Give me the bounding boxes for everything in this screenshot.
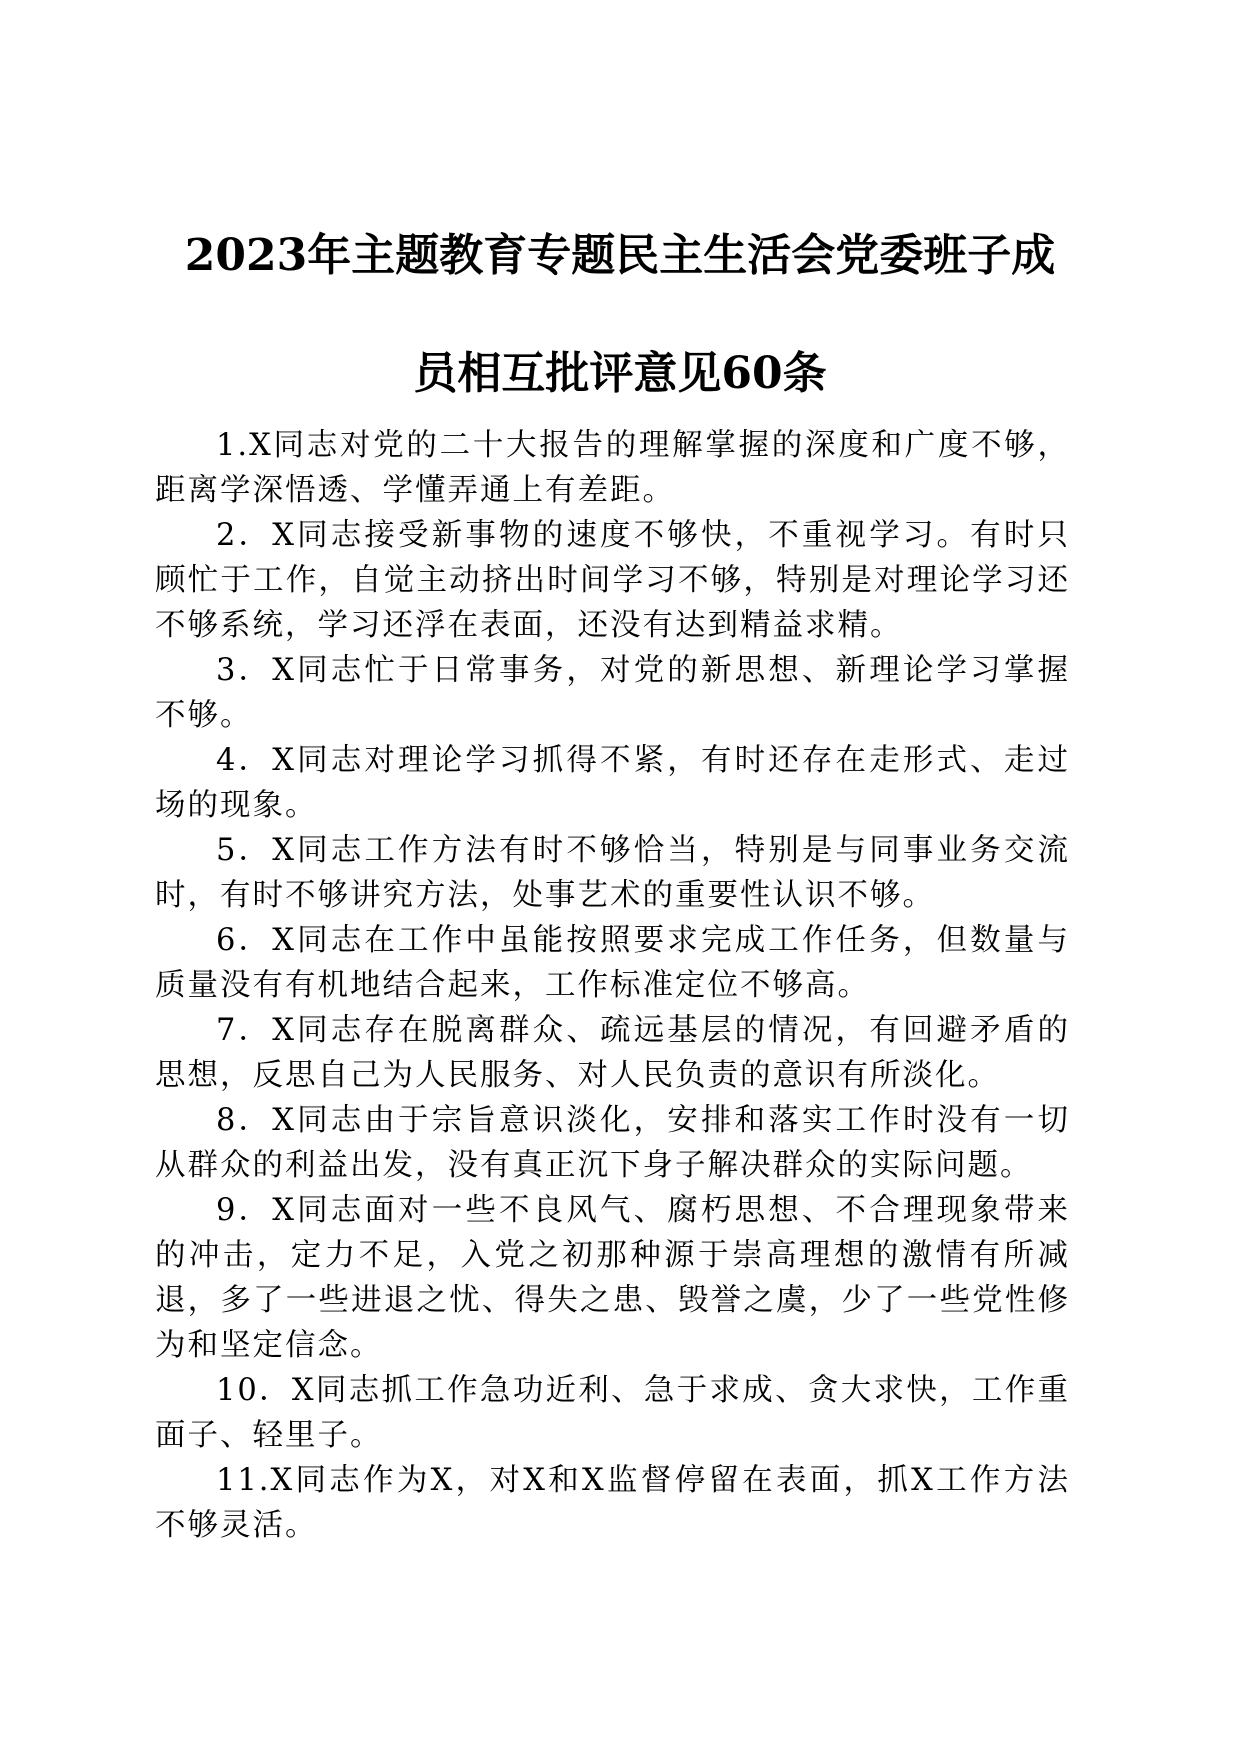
list-item: 11.X同志作为X，对X和X监督停留在表面，抓X工作方法不够灵活。: [155, 1463, 1070, 1543]
document-title-line-2: 员相互批评意见60条: [413, 348, 827, 399]
list-item: 4．X同志对理论学习抓得不紧，有时还存在走形式、走过场的现象。: [155, 743, 1070, 823]
list-item: 10．X同志抓工作急功近利、急于求成、贪大求快，工作重面子、轻里子。: [155, 1373, 1070, 1453]
document-title-line-1: 2023年主题教育专题民主生活会党委班子成: [184, 230, 1056, 281]
list-item: 2．X同志接受新事物的速度不够快，不重视学习。有时只顾忙于工作，自觉主动挤出时间学习不够，特别是对理论学习还不够系统，学习还浮在表面，还没有达到精益求精。: [155, 518, 1070, 643]
list-item: 5．X同志工作方法有时不够恰当，特别是与同事业务交流时，有时不够讲究方法，处事艺术的重要性认识不够。: [155, 833, 1070, 913]
list-item: 7．X同志存在脱离群众、疏远基层的情况，有回避矛盾的思想，反思自己为人民服务、对人民负责的意识有所淡化。: [155, 1013, 1070, 1093]
list-item: 8．X同志由于宗旨意识淡化，安排和落实工作时没有一切从群众的利益出发，没有真正沉下身子解决群众的实际问题。: [155, 1103, 1070, 1183]
list-item: 6．X同志在工作中虽能按照要求完成工作任务，但数量与质量没有有机地结合起来，工作标准定位不够高。: [155, 923, 1070, 1003]
list-item: 9．X同志面对一些不良风气、腐朽思想、不合理现象带来的冲击，定力不足，入党之初那种源于崇高理想的激情有所减退，多了一些进退之忧、得失之患、毁誉之虞，少了一些党性修为和坚定信念。: [155, 1193, 1070, 1363]
list-item: 1.X同志对党的二十大报告的理解掌握的深度和广度不够，距离学深悟透、学懂弄通上有差距。: [155, 428, 1070, 508]
document-body: [155, 423, 1070, 1548]
list-item: 3．X同志忙于日常事务，对党的新思想、新理论学习掌握不够。: [155, 653, 1070, 733]
